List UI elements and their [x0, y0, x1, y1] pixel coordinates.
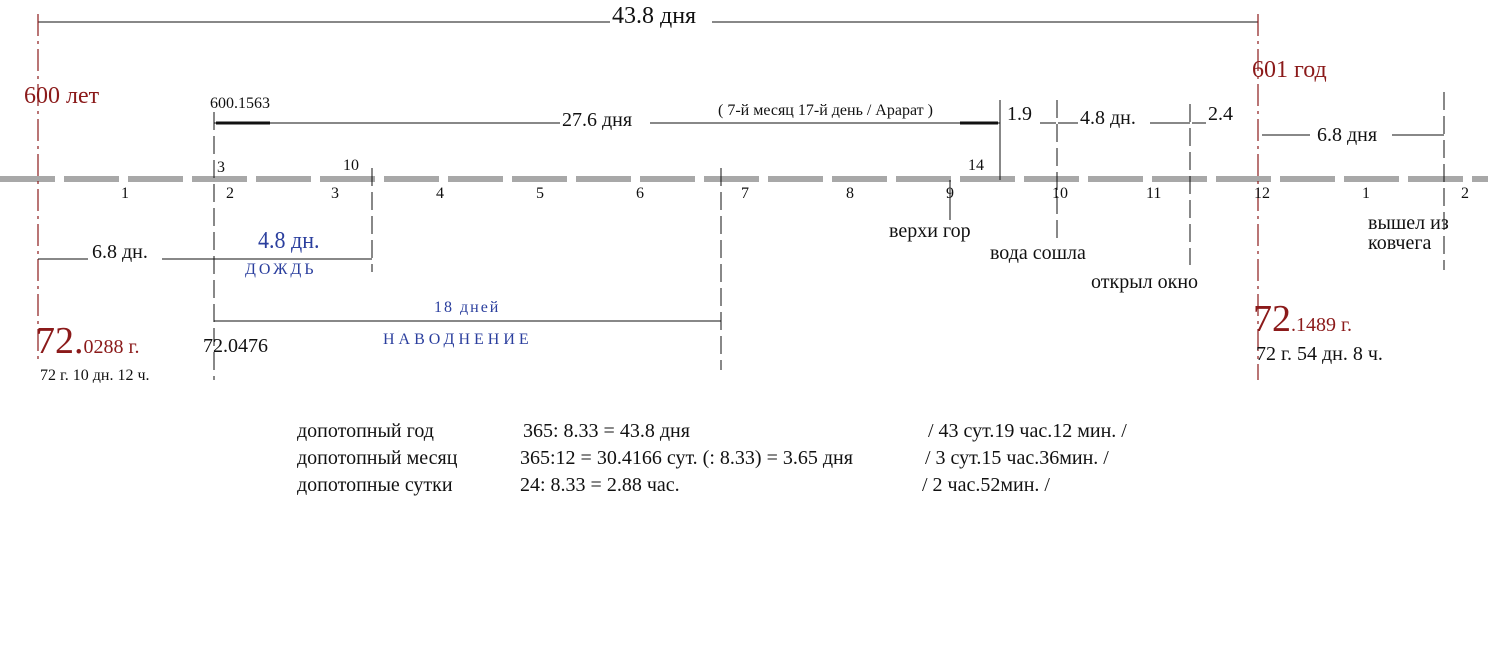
month-label: 9 [946, 185, 954, 202]
eq-day-note: / 2 час.52мин. / [922, 474, 1050, 496]
event-window: открыл окно [1091, 271, 1199, 293]
year-start-detail: 72 г. 10 дн. 12 ч. [40, 367, 150, 384]
eq-month-name: допотопный месяц [297, 447, 458, 469]
eq-month-formula: 365:12 = 30.4166 сут. (: 8.33) = 3.65 дня [520, 447, 853, 469]
rain-days-label: 4.8 дн. [258, 225, 320, 254]
month-label: 2 [1461, 185, 1469, 202]
start-value-600-1563: 600.1563 [210, 95, 270, 112]
year-601-label: 601 год [1252, 57, 1327, 83]
month-label: 12 [1254, 185, 1270, 202]
month-label: 6 [636, 185, 644, 202]
year-end-value [1253, 300, 1352, 338]
month-label: 1 [1362, 185, 1370, 202]
span-6-8-lower-label: 6.8 дн. [92, 241, 148, 263]
month-label: 5 [536, 185, 544, 202]
span-4-8-label: 4.8 дн. [1080, 107, 1136, 129]
rain-label: ДОЖДЬ [245, 261, 317, 278]
day-label-14: 14 [968, 157, 984, 174]
flood-start-value: 72.0476 [203, 335, 268, 357]
month-label: 7 [741, 185, 749, 202]
year-start-value-small: 0288 г. [83, 336, 140, 358]
year-start-value-big: 72. [36, 320, 84, 362]
year-600-label: 600 лет [24, 83, 100, 109]
month-label: 11 [1146, 185, 1162, 202]
month-label: 8 [846, 185, 854, 202]
eq-month-note: / 3 сут.15 час.36мин. / [925, 447, 1109, 469]
eq-year-name: допотопный год [297, 420, 434, 442]
month-label: 3 [331, 185, 339, 202]
day-label-3: 3 [217, 159, 225, 176]
event-water-gone: вода сошла [990, 242, 1086, 264]
year-end-detail: 72 г. 54 дн. 8 ч. [1256, 343, 1383, 365]
eq-day-formula: 24: 8.33 = 2.88 час. [520, 474, 680, 496]
month-label: 2 [226, 185, 234, 202]
event-exit-line2: ковчега [1368, 232, 1432, 254]
eq-year-note: / 43 сут.19 час.12 мин. / [928, 420, 1127, 442]
month-label: 1 [121, 185, 129, 202]
span-2-4-label: 2.4 [1208, 103, 1233, 125]
year-end-value-big: 72 [1253, 298, 1291, 340]
eq-day-name: допотопные сутки [297, 474, 453, 496]
span-6-8-upper-label: 6.8 дня [1317, 124, 1378, 146]
event-mountains: верхи гор [889, 220, 971, 242]
year-end-value-small: .1489 г. [1291, 314, 1352, 336]
flood-days-label: 18 дней [434, 299, 501, 316]
top-span-label: 43.8 дня [612, 3, 697, 29]
month-label: 4 [436, 185, 444, 202]
flood-label: НАВОДНЕНИЕ [383, 331, 533, 348]
day-label-10: 10 [343, 157, 359, 174]
span-1-9-label: 1.9 [1007, 103, 1032, 125]
event-exit-line1: вышел из [1368, 212, 1449, 234]
year-start-value [36, 322, 139, 360]
month-label: 10 [1052, 185, 1068, 202]
eq-year-formula: 365: 8.33 = 43.8 дня [523, 420, 690, 442]
ararat-note: ( 7-й месяц 17-й день / Арарат ) [718, 102, 933, 119]
span-27-6-label: 27.6 дня [562, 109, 633, 131]
